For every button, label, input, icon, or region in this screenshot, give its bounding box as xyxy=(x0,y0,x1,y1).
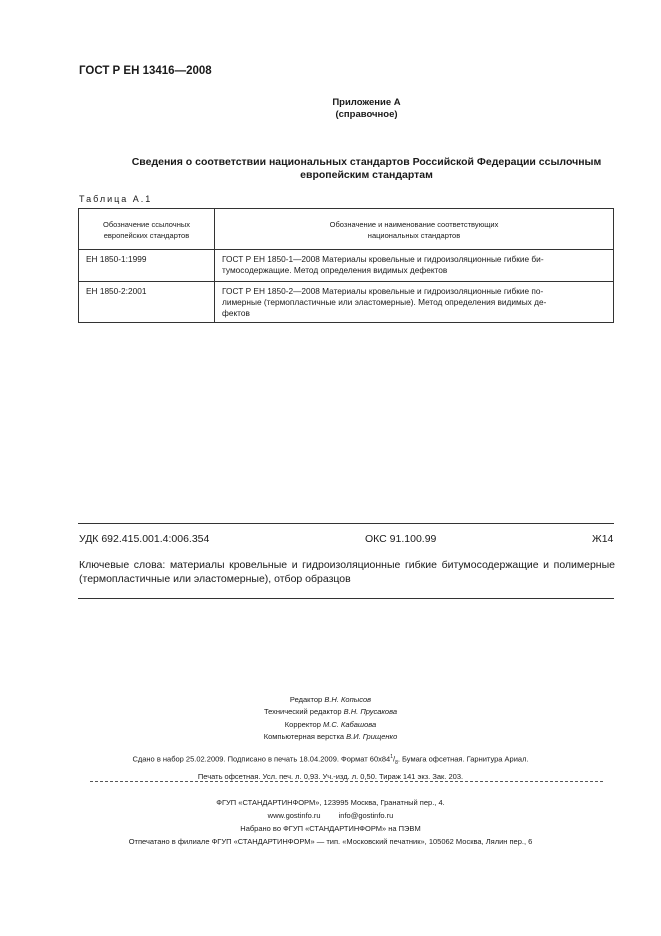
cell-reference-standard: ЕН 1850-1:1999 xyxy=(79,250,215,282)
publisher-line-1: ФГУП «СТАНДАРТИНФОРМ», 123995 Москва, Гранатный пер., 4. xyxy=(216,798,445,807)
credits-block xyxy=(0,694,661,743)
print-info-line-2: Печать офсетная. Усл. печ. л. 0,93. Уч.-изд. л. 0,50. Тираж 141 экз. Зак. 203. xyxy=(197,772,464,781)
credit-name: В.Н. Копысов xyxy=(324,695,372,704)
cell-reference-standard: ЕН 1850-2:2001 xyxy=(79,282,215,323)
publisher-line-4: Отпечатано в филиале ФГУП «СТАНДАРТИНФОРМ» — тип. «Московский печатник», 105062 Москва, Лялин пер., 6 xyxy=(128,837,533,846)
annex-title: Приложение А xyxy=(332,97,401,108)
section-title-line-2: европейским стандартам xyxy=(300,169,433,181)
publisher-web-line xyxy=(0,809,661,822)
print-info xyxy=(0,751,661,783)
credit-layout xyxy=(0,731,661,743)
top-rule xyxy=(78,523,614,524)
credit-role: Технический редактор xyxy=(263,707,342,717)
header-cell-line: национальных стандартов xyxy=(367,231,461,240)
publisher-info xyxy=(0,796,661,848)
cell-line: ГОСТ Р ЕН 1850-1—2008 Материалы кровельные и гидроизоляционные гибкие би- xyxy=(222,254,544,264)
publisher-email[interactable]: info@gostinfo.ru xyxy=(338,811,394,820)
udk-code: УДК 692.415.001.4:006.354 xyxy=(79,533,210,545)
keywords xyxy=(79,558,615,586)
format-superscript: 1 xyxy=(390,754,393,760)
bottom-rule xyxy=(78,598,614,599)
table-header-row xyxy=(79,209,614,250)
print-info-line-1: Сдано в набор 25.02.2009. Подписано в печать 18.04.2009. Формат $60х84^1/_8$. Бумага офсетная. Гарнитура Ариал. xyxy=(132,754,529,766)
section-title xyxy=(36,156,661,182)
credit-name: В.И. Грищенко xyxy=(346,731,398,741)
cell-line: лимерные (термопластичные или эластомерные). Метод определения видимых де- xyxy=(222,297,547,307)
annex-note: (справочное) xyxy=(335,109,398,120)
credit-tech-editor xyxy=(0,706,661,718)
cell-line: фектов xyxy=(222,308,250,318)
credit-role: Компьютерная верстка xyxy=(263,731,345,741)
group-code: Ж14 xyxy=(592,533,614,545)
header-national-standards xyxy=(215,209,614,250)
dashed-separator xyxy=(90,781,603,782)
header-cell-line: Обозначение и наименование соответствующих xyxy=(329,220,499,229)
table-row xyxy=(79,282,614,323)
header-cell-line: европейских стандартов xyxy=(103,231,190,240)
publisher-website[interactable]: www.gostinfo.ru xyxy=(267,811,321,820)
credit-name: М.С. Кабашова xyxy=(323,719,377,729)
credit-editor xyxy=(0,694,661,706)
document-code: ГОСТ Р ЕН 13416—2008 xyxy=(79,65,212,77)
correspondence-table xyxy=(78,208,614,323)
publisher-line-3: Набрано во ФГУП «СТАНДАРТИНФОРМ» на ПЭВМ xyxy=(240,824,421,833)
cell-line: ГОСТ Р ЕН 1850-2—2008 Материалы кровельные и гидроизоляционные гибкие по- xyxy=(222,286,544,296)
print-info-text: Сдано в набор 25.02.2009. Подписано в печать 18.04.2009. Формат 60х84 xyxy=(132,754,391,764)
keywords-text: материалы кровельные и гидроизоляционные гибкие битумосодержащие и полимерные (термопластичные или эластомерные), отбор образцов xyxy=(79,559,615,585)
credit-name: В.Н. Прусакова xyxy=(343,707,398,717)
credit-role: Корректор xyxy=(284,719,321,729)
credit-role: Редактор xyxy=(289,695,323,704)
keywords-label: Ключевые слова: xyxy=(79,559,166,571)
header-cell-line: Обозначение ссылочных xyxy=(102,220,190,229)
credit-proofreader xyxy=(0,719,661,731)
print-info-text: . Бумага офсетная. Гарнитура Ариал. xyxy=(397,754,529,764)
table-row xyxy=(79,250,614,282)
cell-line: тумосодержащие. Метод определения видимых дефектов xyxy=(222,265,448,275)
cell-national-standard xyxy=(215,282,614,323)
cell-national-standard xyxy=(215,250,614,282)
section-title-line-1: Сведения о соответствии национальных стандартов Российской Федерации ссылочным xyxy=(131,156,602,168)
format-subscript: 8 xyxy=(395,760,398,766)
oks-code: ОКС 91.100.99 xyxy=(365,533,437,545)
header-reference-standards xyxy=(79,209,215,250)
table-label: Таблица А.1 xyxy=(79,194,153,204)
